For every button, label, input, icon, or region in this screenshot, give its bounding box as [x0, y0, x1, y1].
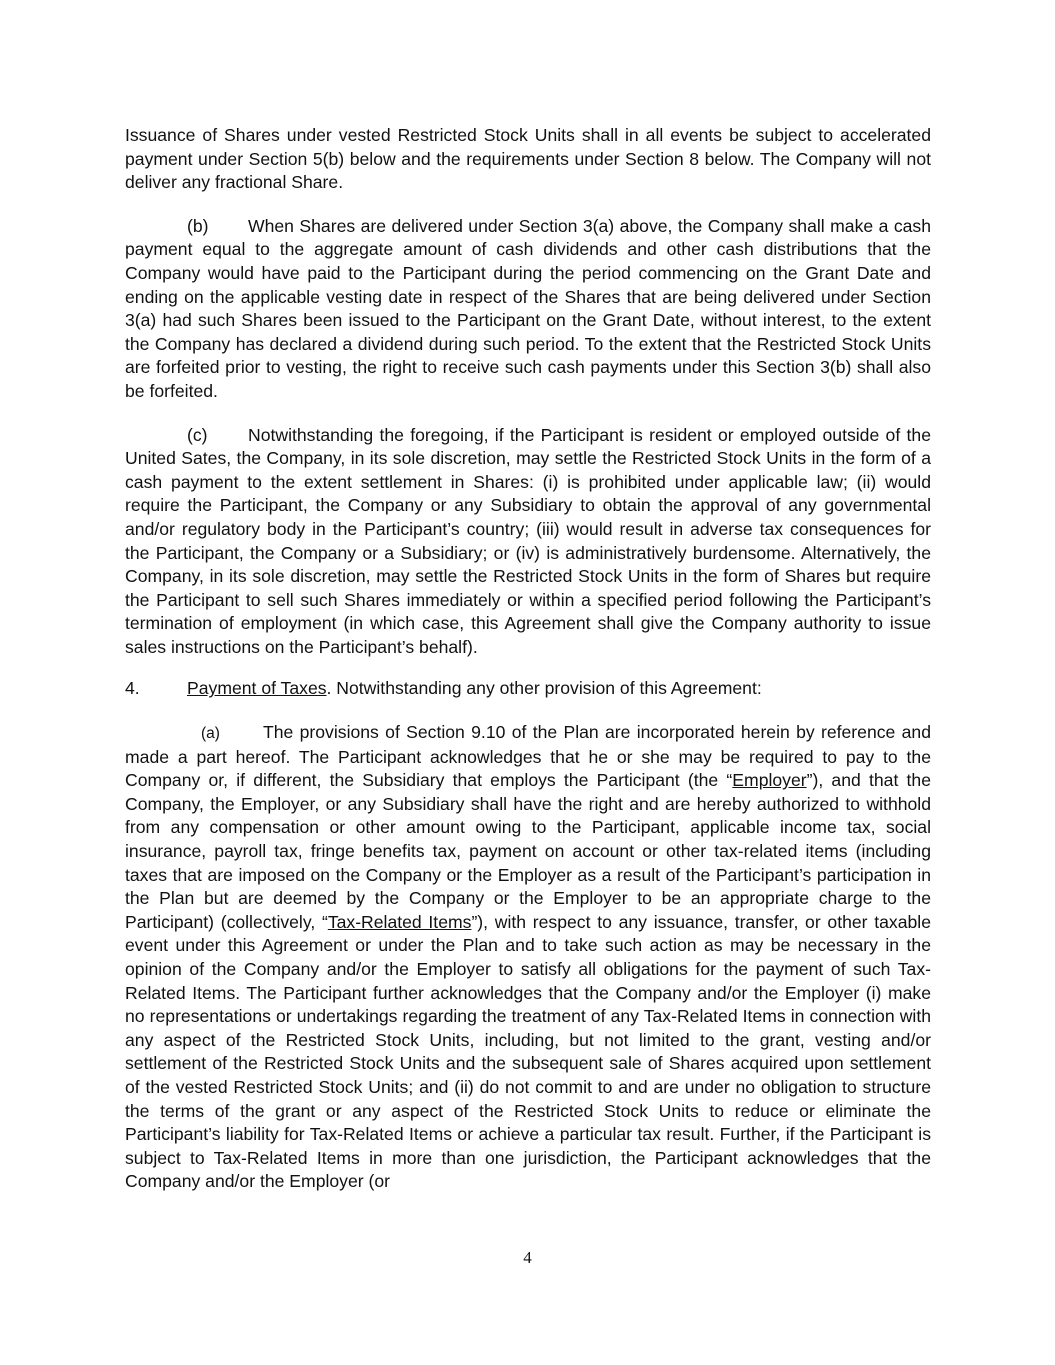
section-heading-line [187, 677, 762, 701]
page-number: 4 [523, 1248, 532, 1267]
section-number: 4. [125, 678, 140, 699]
clause-label-3b: (b) [187, 215, 209, 236]
paragraph-issuance: Issuance of Shares under vested Restricted Stock Units shall in all events be subject to accelerated payment under Section 5(b) below and the requirements under Section 8 below. The Company will not deliver any fractional Share. [125, 125, 931, 193]
clause-label-4a: (a) [201, 725, 220, 743]
clause-text-4a-part2: ”), and that the Company, the Employer, or any Subsidiary shall have the right and are hereby authorized to withhold from any compensation or other amount owing to the Participant, applicable income tax, social insurance, payroll tax, fringe benefits tax, payment on account or other tax-related items (including taxes that are imposed on the Company or the Employer as a result of the Participant’s participation in the Plan but are deemed by the Company or the Employer to be an appropriate charge to the Participant) (collectively, “ [125, 770, 931, 932]
section-title: Payment of Taxes [187, 678, 327, 699]
paragraph-3c [125, 424, 931, 660]
paragraph-4a [125, 721, 931, 1194]
clause-text-3c: Notwithstanding the foregoing, if the Participant is resident or employed outside of the United Sates, the Company, in its sole discretion, may settle the Restricted Stock Units in the form of a cash payment to the extent settlement in Shares: (i) is prohibited under applicable law; (ii) would require the Participant, the Company or any Subsidiary to obtain the approval of any governmental and/or regulatory body in the Participant’s country; (iii) would result in adverse tax consequences for the Participant, the Company or a Subsidiary; or (iv) is administratively burdensome. Alternatively, the Company, in its sole discretion, may settle the Restricted Stock Units in the form of Shares but require the Participant to sell such Shares immediately or within a specified period following the Participant’s termination of employment (in which case, this Agreement shall give the Company authority to issue sales instructions on the Participant’s behalf). [125, 424, 931, 657]
defined-term-employer: Employer [732, 770, 807, 791]
defined-term-tax-related-items: Tax-Related Items [327, 911, 472, 932]
clause-text-4a-part3: ”), with respect to any issuance, transfer, or other taxable event under this Agreement or under the Plan and to take such action as may be necessary in the opinion of the Company and/or the Employer to satisfy all obligations for the payment of such Tax-Related Items. The Participant further acknowledges that the Company and/or the Employer (i) make no representations or undertakings regarding the treatment of any Tax-Related Items in connection with any aspect of the Restricted Stock Units, including, but not limited to the grant, vesting and/or settlement of the Restricted Stock Units and the subsequent sale of Shares acquired upon settlement of the vested Restricted Stock Units; and (ii) do not commit to and are under no obligation to structure the terms of the grant or any aspect of the Restricted Stock Units to reduce or eliminate the Participant’s liability for Tax-Related Items or achieve a particular tax result. Further, if the Participant is subject to Tax-Related Items in more than one jurisdiction, the Participant acknowledges that the Company and/or the Employer (or [125, 911, 931, 1192]
section-heading-tail: . Notwithstanding any other provision of this Agreement: [326, 678, 762, 699]
clause-text-4a-part1: The provisions of Section 9.10 of the Plan are incorporated herein by reference and made a part hereof. The Participant acknowledges that he or she may be required to pay to the Company or, if different, the Subsidiary that employs the Participant (the “ [125, 722, 931, 791]
clause-text-3b: When Shares are delivered under Section 3(a) above, the Company shall make a cash payment equal to the aggregate amount of cash dividends and other cash distributions that the Company would have paid to the Participant during the period commencing on the Grant Date and ending on the applicable vesting date in respect of the Shares that are being delivered under Section 3(a) had such Shares been issued to the Participant on the Grant Date, without interest, to the extent the Company has declared a dividend during such period. To the extent that the Restricted Stock Units are forfeited prior to vesting, the right to receive such cash payments under this Section 3(b) shall also be forfeited. [125, 215, 931, 401]
paragraph-3b [125, 215, 931, 404]
section-4-heading [125, 677, 931, 701]
clause-label-3c: (c) [187, 424, 208, 445]
document-page [125, 124, 931, 1194]
